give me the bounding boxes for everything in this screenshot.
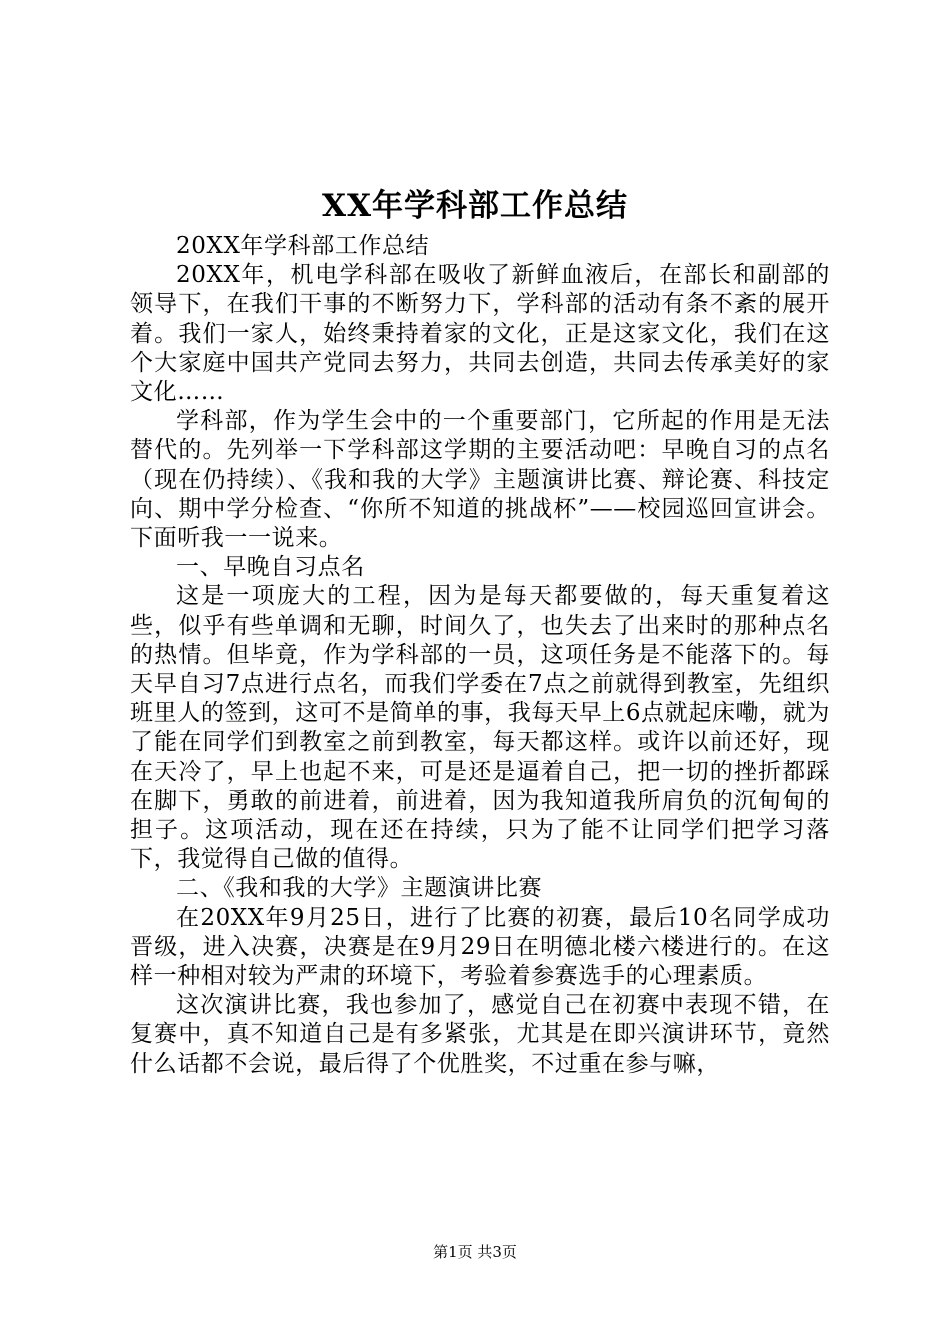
- page-number-footer: 第1页 共3页: [433, 1243, 517, 1261]
- document-body: [130, 232, 830, 1079]
- section-heading: 一、早晚自习点名: [176, 554, 365, 581]
- paragraph-subtitle: 20XX年学科部工作总结: [176, 233, 430, 259]
- paragraph: 这次演讲比赛，我也参加了，感觉自己在初赛中表现不错，在复赛中，真不知道自己是有多紧张，尤其是在即兴演讲环节，竟然什么话都不会说，最后得了个优胜奖，不过重在参与嘛，: [130, 992, 830, 1077]
- paragraph: 这是一项庞大的工程，因为是每天都要做的，每天重复着这些，似乎有些单调和无聊，时间久了，也失去了出来时的那种点名的热情。但毕竟，作为学科部的一员，这项任务是不能落下的。每天早自习7点进行点名，而我们学委在7点之前就得到教室，先组织班里人的签到，这可不是简单的事，我每天早上6点就起床嘞，就为了能在同学们到教室之前到教室，每天都这样。或许以前还好，现在天冷了，早上也起不来，可是还是逼着自己，把一切的挫折都踩在脚下，勇敢的前进着，前进着，因为我知道我所肩负的沉甸甸的担子。这项活动，现在还在持续，只为了能不让同学们把学习落下，我觉得自己做的值得。: [130, 583, 830, 873]
- paragraph: 学科部，作为学生会中的一个重要部门，它所起的作用是无法替代的。先列举一下学科部这学期的主要活动吧：早晚自习的点名（现在仍持续）、《我和我的大学》主题演讲比赛、辩论赛、科技定向、期中学分检查、“你所不知道的挑战杯”——校园巡回宣讲会。下面听我一一说来。: [130, 408, 830, 552]
- paragraph: 20XX年，机电学科部在吸收了新鲜血液后，在部长和副部的领导下，在我们干事的不断努力下，学科部的活动有条不紊的展开着。我们一家人，始终秉持着家的文化，正是这家文化，我们在这个大家庭中国共产党同去努力，共同去创造，共同去传承美好的家文化……: [130, 262, 830, 406]
- section-heading: 二、《我和我的大学》主题演讲比赛: [176, 875, 543, 902]
- paragraph: 在20XX年9月25日，进行了比赛的初赛，最后10名同学成功晋级，进入决赛，决赛是在9月29日在明德北楼六楼进行的。在这样一种相对较为严肃的环境下，考验着参赛选手的心理素质。: [130, 904, 830, 990]
- document-title: XX年学科部工作总结: [321, 188, 629, 224]
